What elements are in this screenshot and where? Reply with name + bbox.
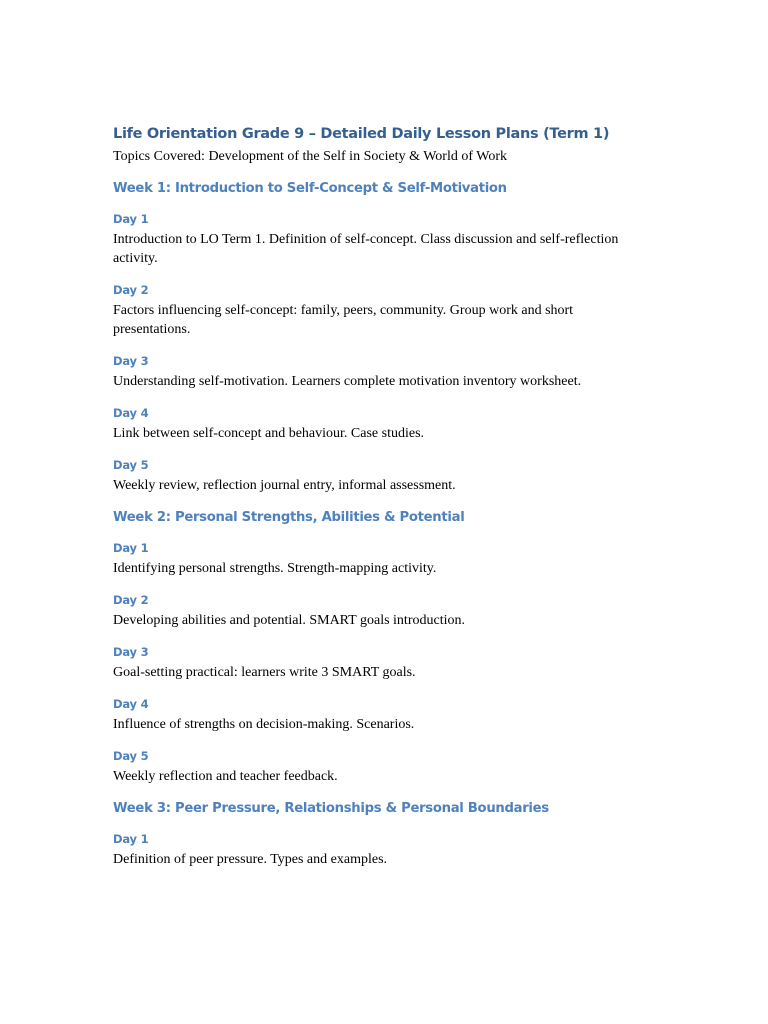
day-entry (113, 644, 648, 682)
day-label: Day 4 (113, 697, 149, 711)
day-label: Day 3 (113, 354, 149, 368)
day-entry (113, 282, 648, 339)
day-description: Factors influencing self-concept: family, peers, community. Group work and short presentations. (113, 303, 574, 337)
day-entry (113, 211, 648, 268)
day-entry (113, 540, 648, 578)
week-heading: Week 1: Introduction to Self-Concept & Self-Motivation (113, 181, 507, 196)
day-label: Day 5 (113, 458, 149, 472)
day-label: Day 5 (113, 749, 149, 763)
day-description: Identifying personal strengths. Strength-mapping activity. (113, 561, 437, 576)
week-heading: Week 2: Personal Strengths, Abilities & Potential (113, 510, 465, 525)
day-description: Link between self-concept and behaviour. Case studies. (113, 426, 425, 441)
day-entry (113, 748, 648, 786)
day-description: Definition of peer pressure. Types and examples. (113, 852, 388, 867)
day-label: Day 1 (113, 541, 149, 555)
week-section-1 (113, 179, 648, 495)
day-label: Day 1 (113, 212, 149, 226)
week-heading: Week 3: Peer Pressure, Relationships & Personal Boundaries (113, 801, 549, 816)
week-section-3 (113, 799, 648, 869)
day-entry (113, 457, 648, 495)
day-description: Goal-setting practical: learners write 3 SMART goals. (113, 665, 416, 680)
topics-covered: Topics Covered: Development of the Self in Society & World of Work (113, 149, 508, 164)
document-page (113, 124, 648, 869)
day-label: Day 4 (113, 406, 149, 420)
day-entry (113, 592, 648, 630)
document-title: Life Orientation Grade 9 – Detailed Daily Lesson Plans (Term 1) (113, 126, 610, 142)
day-entry (113, 696, 648, 734)
week-section-2 (113, 508, 648, 786)
day-entry (113, 353, 648, 391)
day-description: Influence of strengths on decision-making. Scenarios. (113, 717, 415, 732)
day-description: Understanding self-motivation. Learners complete motivation inventory worksheet. (113, 374, 582, 389)
day-description: Weekly review, reflection journal entry, informal assessment. (113, 478, 456, 493)
day-entry (113, 405, 648, 443)
day-description: Weekly reflection and teacher feedback. (113, 769, 338, 784)
day-label: Day 3 (113, 645, 149, 659)
day-entry (113, 831, 648, 869)
day-description: Developing abilities and potential. SMART goals introduction. (113, 613, 465, 628)
day-label: Day 2 (113, 593, 149, 607)
day-label: Day 1 (113, 832, 149, 846)
day-label: Day 2 (113, 283, 149, 297)
day-description: Introduction to LO Term 1. Definition of self-concept. Class discussion and self-reflection activity. (113, 232, 619, 266)
